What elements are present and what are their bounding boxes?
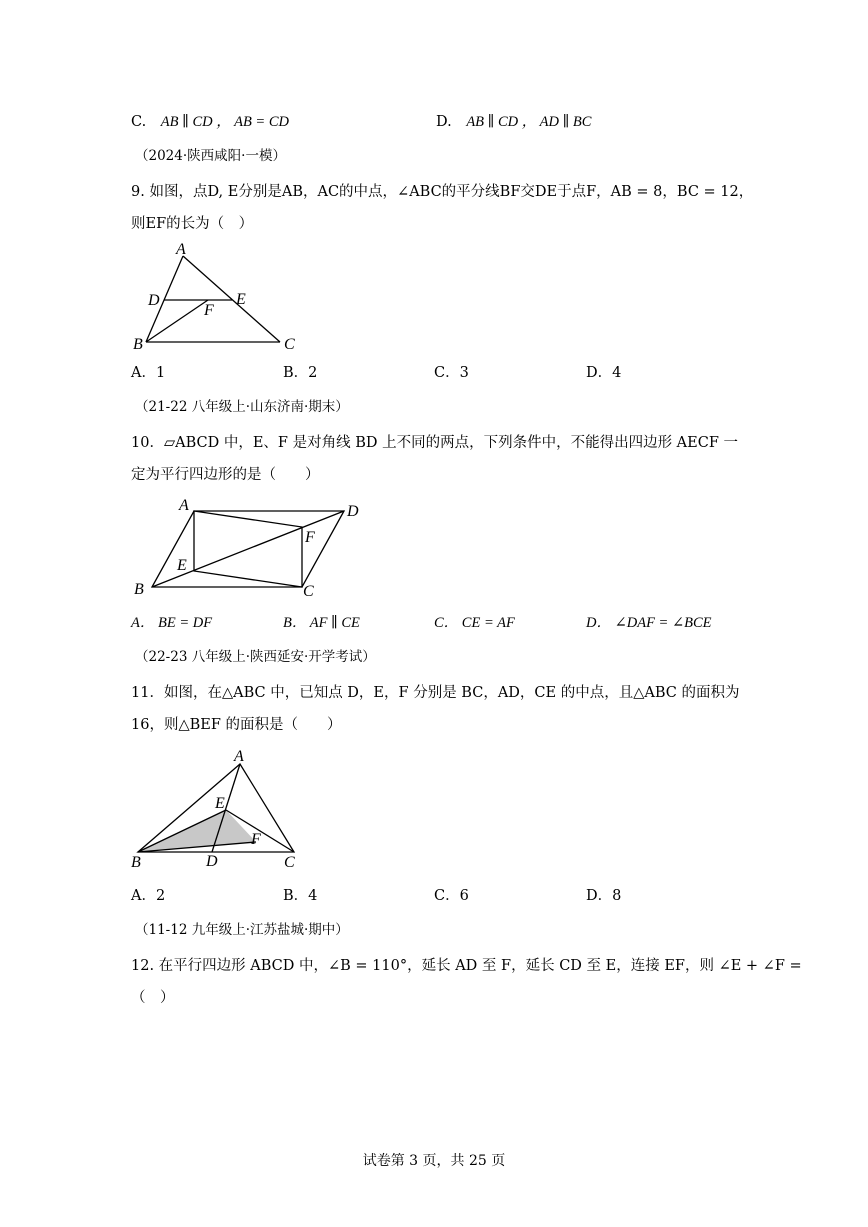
label-e: E: [177, 557, 187, 574]
q9-option-a: A．1: [131, 365, 166, 381]
label-b: B: [133, 336, 143, 353]
q10-parallelogram-figure: [128, 494, 368, 600]
q9-source: （2024·陕西咸阳·一模）: [135, 148, 286, 164]
option-label: D.: [436, 114, 452, 130]
q9-stem-line1: 9. 如图，点D, E分别是AB，AC的中点，∠ABC的平分线BF交DE于点F，AB = 8，BC = 12，: [131, 184, 754, 200]
label-d: D: [347, 503, 359, 520]
label-c: C: [303, 583, 314, 600]
q10-stem-line2: 定为平行四边形的是（ ）: [131, 467, 320, 483]
q11-triangle-figure: [128, 746, 308, 870]
q11-source: （22-23 八年级上·陕西延安·开学考试）: [135, 649, 376, 665]
label-f: F: [305, 529, 315, 546]
q12-stem-line2: （ ）: [131, 990, 175, 1006]
q8-option-c: [131, 112, 289, 132]
q12-source: （11-12 九年级上·江苏盐城·期中）: [135, 922, 349, 938]
q11-option-c: C．6: [434, 888, 469, 904]
q9-option-b: B．2: [283, 365, 318, 381]
label-c: C: [284, 854, 295, 870]
q11-option-b: B．4: [283, 888, 318, 904]
shaded-triangle-bef: [138, 810, 256, 852]
q10-source: （21-22 八年级上·山东济南·期末）: [135, 399, 349, 415]
q9-option-c: C．3: [434, 365, 469, 381]
q11-stem-line1: 11．如图，在△ABC 中，已知点 D，E，F 分别是 BC，AD，CE 的中点，且△ABC 的面积为: [131, 685, 740, 701]
q12-stem-line1: 12. 在平行四边形 ABCD 中，∠B = 110°，延长 AD 至 F，延长 CD 至 E，连接 EF，则 ∠E + ∠F =: [131, 958, 802, 974]
q9-option-d: D．4: [586, 365, 622, 381]
label-a: A: [176, 242, 186, 258]
q10-option-b: B． AF ∥ CE: [283, 615, 360, 631]
q10-option-c: C． CE = AF: [434, 615, 515, 631]
q10-option-a: A． BE = DF: [131, 615, 213, 631]
q8-option-d: [436, 112, 591, 132]
label-d: D: [206, 853, 218, 870]
label-e: E: [215, 795, 225, 812]
q9-stem-line2: 则EF的长为（ ）: [131, 216, 254, 232]
label-b: B: [134, 581, 144, 598]
q11-option-d: D．8: [586, 888, 622, 904]
option-label: C.: [131, 114, 147, 130]
option-text: AB ∥ CD ， AD ∥ BC: [466, 114, 592, 130]
option-text: AB ∥ CD ， AB = CD: [160, 114, 289, 130]
page-footer: 试卷第 3 页，共 25 页: [362, 1153, 506, 1169]
label-b: B: [131, 854, 141, 870]
label-f: F: [204, 302, 214, 319]
label-d: D: [148, 292, 160, 309]
q10-option-d: D． ∠DAF = ∠BCE: [586, 615, 712, 631]
q11-stem-line2: 16，则△BEF 的面积是（ ）: [131, 717, 342, 733]
label-f: F: [251, 831, 261, 848]
q10-stem-line1: 10．▱ABCD 中，E、F 是对角线 BD 上不同的两点，下列条件中，不能得出四边形 AECF 一: [131, 435, 739, 451]
label-a: A: [179, 497, 189, 514]
label-a: A: [234, 748, 244, 765]
q11-option-a: A．2: [131, 888, 166, 904]
q9-triangle-figure: [128, 242, 308, 354]
label-e: E: [236, 291, 246, 308]
label-c: C: [284, 336, 295, 353]
